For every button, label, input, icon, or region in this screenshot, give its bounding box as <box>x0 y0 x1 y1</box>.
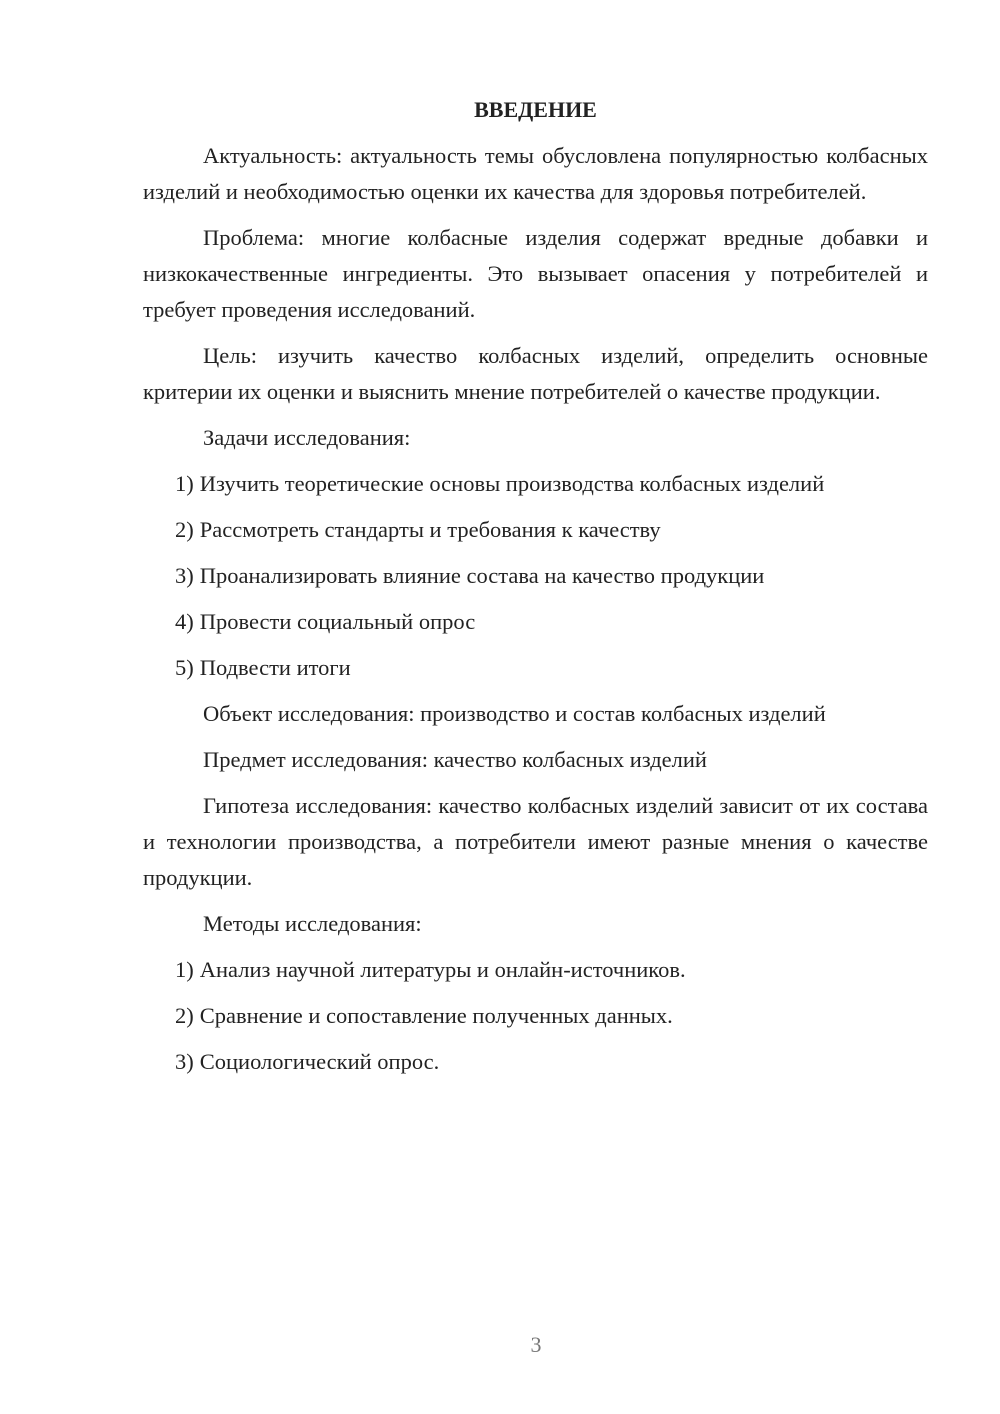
list-item <box>143 512 928 548</box>
list-item <box>143 650 928 686</box>
list-item-number: 2) <box>175 517 194 542</box>
problem-paragraph: Проблема: многие колбасные изделия содержат вредные добавки и низкокачественные ингредиенты. Это вызывает опасения у потребителей и требует проведения исследований. <box>143 225 928 322</box>
list-item-text: Проанализировать влияние состава на качество продукции <box>199 563 765 588</box>
page-number: 3 <box>530 1332 542 1357</box>
list-item-text: Изучить теоретические основы производства колбасных изделий <box>199 471 825 496</box>
list-item-number: 1) <box>175 957 194 982</box>
list-item-text: Сравнение и сопоставление полученных данных. <box>199 1003 673 1028</box>
list-item <box>143 604 928 640</box>
relevance-paragraph: Актуальность: актуальность темы обусловлена популярностью колбасных изделий и необходимостью оценки их качества для здоровья потребителей. <box>143 143 928 204</box>
page-heading: ВВЕДЕНИЕ <box>474 97 597 122</box>
list-item-number: 3) <box>175 1049 194 1074</box>
list-item <box>143 998 928 1034</box>
hypothesis-paragraph: Гипотеза исследования: качество колбасных изделий зависит от их состава и технологии производства, а потребители имеют разные мнения о качестве продукции. <box>143 793 928 890</box>
list-item <box>143 466 928 502</box>
list-item <box>143 1044 928 1080</box>
object-paragraph: Объект исследования: производство и состав колбасных изделий <box>203 701 826 726</box>
methods-label: Методы исследования: <box>203 911 422 936</box>
tasks-label: Задачи исследования: <box>203 425 411 450</box>
list-item-number: 1) <box>175 471 194 496</box>
list-item-number: 3) <box>175 563 194 588</box>
list-item-text: Провести социальный опрос <box>199 609 476 634</box>
list-item-text: Социологический опрос. <box>199 1049 440 1074</box>
tasks-list <box>143 466 928 686</box>
list-item-text: Анализ научной литературы и онлайн-источников. <box>199 957 686 982</box>
list-item <box>143 952 928 988</box>
methods-list <box>143 952 928 1080</box>
page-content <box>143 92 928 1090</box>
list-item-number: 4) <box>175 609 194 634</box>
list-item-text: Подвести итоги <box>199 655 351 680</box>
goal-paragraph: Цель: изучить качество колбасных изделий, определить основные критерии их оценки и выяснить мнение потребителей о качестве продукции. <box>143 343 928 404</box>
list-item-text: Рассмотреть стандарты и требования к качеству <box>199 517 661 542</box>
list-item <box>143 558 928 594</box>
list-item-number: 2) <box>175 1003 194 1028</box>
list-item-number: 5) <box>175 655 194 680</box>
subject-paragraph: Предмет исследования: качество колбасных изделий <box>203 747 707 772</box>
